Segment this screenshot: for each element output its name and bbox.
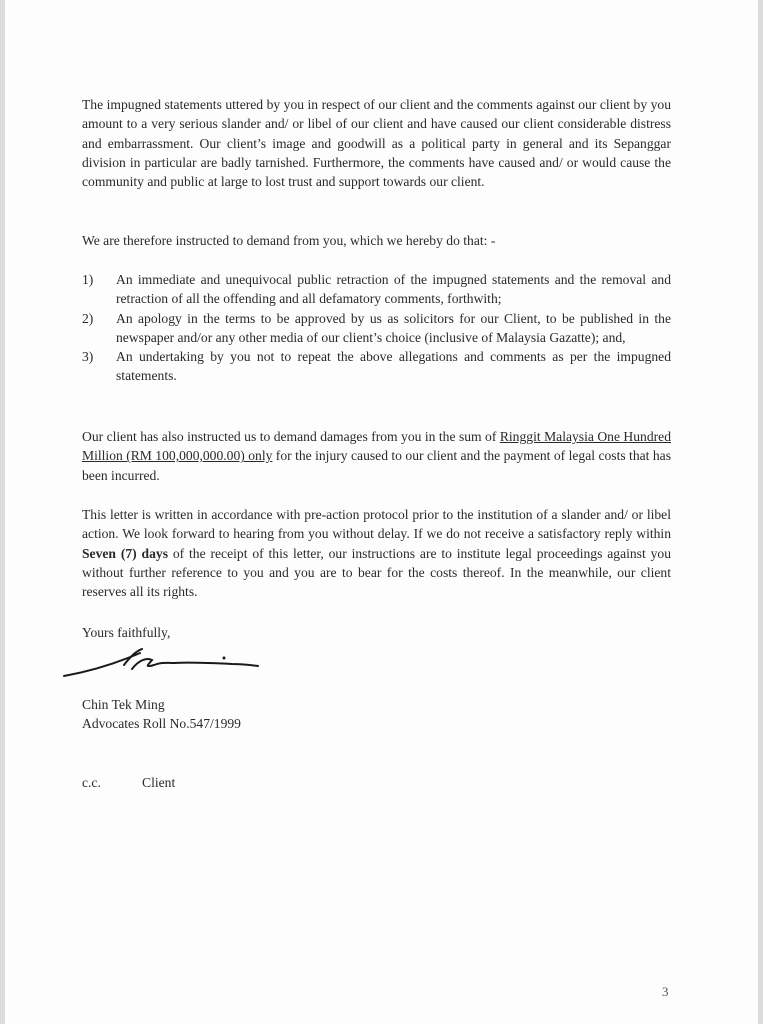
cc-label: c.c. [82,775,101,790]
paragraph-pre-action [82,505,671,601]
carbon-copy [82,773,175,792]
paragraph-impugned-statements: The impugned statements uttered by you in respect of our client and the comments against our client by you amount to a very serious slander and/ or libel of our client and have caused our client considerable distress and embarrassment. Our client’s image and goodwill as a political party in general and its Sepanggar division in particular are badly tarnished. Furthermore, the comments have caused and/ or would cause the community and public at large to lost trust and support towards our client. [82,97,671,190]
demand-item [82,270,671,309]
damages-text-before: Our client has also instructed us to demand damages from you in the sum of [82,429,500,444]
signature-icon [62,643,262,683]
closing: Yours faithfully, [82,625,171,640]
cc-value: Client [142,775,176,790]
demand-item [82,309,671,348]
pre-action-text-after: of the receipt of this letter, our instructions are to institute legal proceedings against you without further reference to you and you are to bear for the costs thereof. In the meanwhile, our client reserves all its rights. [82,545,671,600]
demand-number: 3) [82,349,94,365]
page-number: 3 [662,984,669,999]
demand-text: An immediate and unequivocal public retraction of the impugned statements and the removal and retraction of all the offending and all defamatory comments, forthwith; [116,272,671,307]
demand-item [82,347,671,386]
demand-number: 1) [82,272,94,287]
paragraph-damages [82,427,671,485]
damages-text-after: for the injury caused to our client and the payment of legal costs that has been incurred. [82,448,671,483]
deadline-text: Seven (7) days [82,545,168,561]
damages-amount: Ringgit Malaysia One Hundred Million (RM 100,000,000.00) only [82,429,672,464]
demand-text: An apology in the terms to be approved by us as solicitors for our Client, to be published in the newspaper and/or any other media of our client’s choice (inclusive of Malaysia Gazatte); and, [116,310,671,345]
scan-edge-left [0,0,5,1024]
demand-text: An undertaking by you not to repeat the above allegations and comments as per the impugned statements. [116,349,671,384]
paragraph-demand-intro: We are therefore instructed to demand from you, which we hereby do that: - [82,233,496,248]
pre-action-text-before: This letter is written in accordance with pre-action protocol prior to the institution of a slander and/ or libel action. We look forward to hearing from you without delay. If we do not receive a satisfactory reply within [82,507,671,542]
scan-edge-right [758,0,763,1024]
demands-list [82,270,671,386]
signatory-name: Chin Tek Ming [82,697,165,712]
demand-number: 2) [82,310,94,326]
signatory-roll: Advocates Roll No.547/1999 [82,716,241,731]
